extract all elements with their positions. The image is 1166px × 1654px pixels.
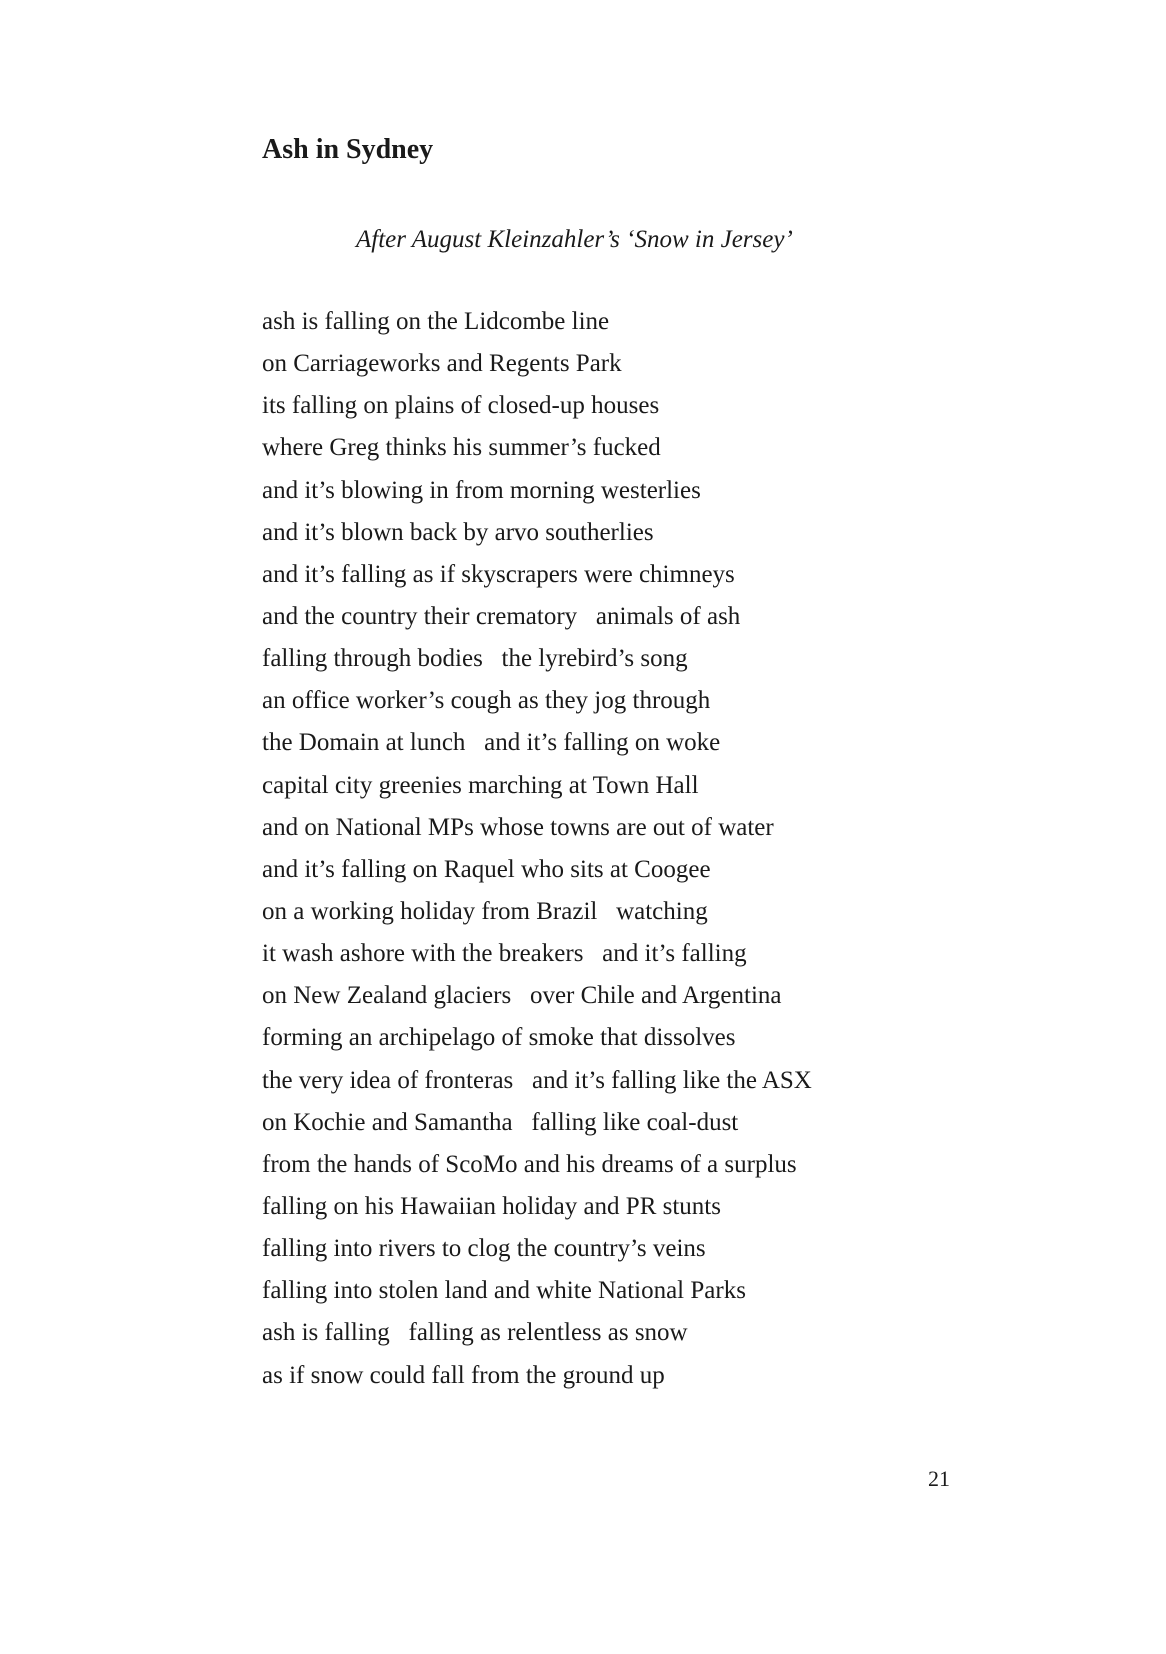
poem-line: and it’s falling as if skyscrapers were chimneys bbox=[262, 560, 735, 588]
poem-line: it wash ashore with the breakers and it’s falling bbox=[262, 940, 747, 968]
poem-line: and on National MPs whose towns are out of water bbox=[262, 813, 774, 841]
poem-line: its falling on plains of closed-up houses bbox=[262, 392, 660, 420]
poem-line: the very idea of fronteras and it’s falling like the ASX bbox=[262, 1066, 812, 1094]
poem-line: falling into stolen land and white National Parks bbox=[262, 1277, 746, 1305]
poem-line: from the hands of ScoMo and his dreams of a surplus bbox=[262, 1150, 797, 1178]
poem-line: on Kochie and Samantha falling like coal-dust bbox=[262, 1108, 739, 1136]
page-number: 21 bbox=[928, 1466, 950, 1491]
poem-line: and it’s falling on Raquel who sits at Coogee bbox=[262, 855, 711, 883]
poem-line: and the country their crematory animals of ash bbox=[262, 602, 741, 630]
poem-line: capital city greenies marching at Town Hall bbox=[262, 771, 699, 799]
poem-line: on New Zealand glaciers over Chile and Argentina bbox=[262, 982, 782, 1010]
poem-body bbox=[262, 304, 812, 1400]
poem-line: and it’s blowing in from morning westerlies bbox=[262, 476, 701, 504]
poem-line: ash is falling on the Lidcombe line bbox=[262, 308, 610, 335]
poem-line: the Domain at lunch and it’s falling on woke bbox=[262, 729, 721, 757]
poem-line: falling on his Hawaiian holiday and PR stunts bbox=[262, 1192, 721, 1220]
poem-line: on Carriageworks and Regents Park bbox=[262, 350, 622, 378]
poem-line: falling through bodies the lyrebird’s song bbox=[262, 645, 688, 673]
poem-line: where Greg thinks his summer’s fucked bbox=[262, 434, 661, 462]
poem-line: on a working holiday from Brazil watching bbox=[262, 897, 708, 925]
poem-line: an office worker’s cough as they jog through bbox=[262, 687, 711, 715]
poem-line: and it’s blown back by arvo southerlies bbox=[262, 518, 654, 546]
poem-title: Ash in Sydney bbox=[262, 134, 434, 165]
poem-line: ash is falling falling as relentless as snow bbox=[262, 1319, 688, 1347]
poem-line: falling into rivers to clog the country’s veins bbox=[262, 1235, 706, 1263]
epigraph: After August Kleinzahler’s ‘Snow in Jersey’ bbox=[356, 226, 793, 253]
poem-line: forming an archipelago of smoke that dissolves bbox=[262, 1024, 736, 1052]
poem-line: as if snow could fall from the ground up bbox=[262, 1361, 665, 1389]
